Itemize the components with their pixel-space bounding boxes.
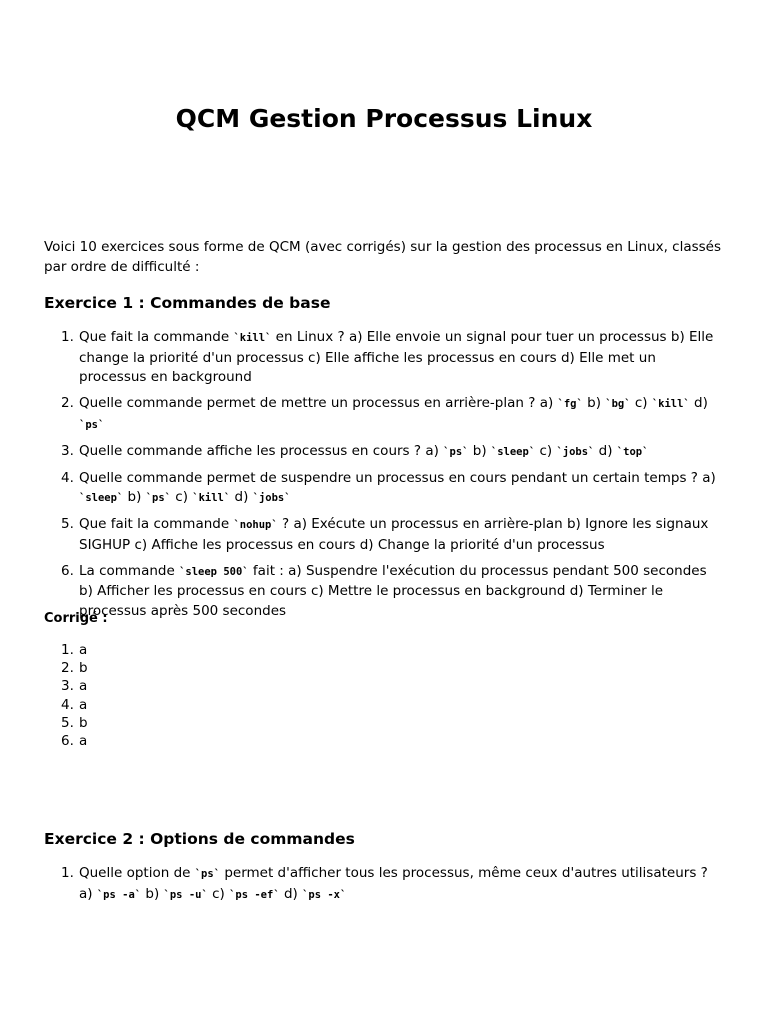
answer-item xyxy=(44,677,722,695)
question-text: d) xyxy=(279,885,303,902)
command-code: `jobs` xyxy=(556,445,595,458)
question-text: Quelle commande affiche les processus en cours ? a) xyxy=(79,442,444,459)
question-text: permet d'afficher tous les processus, même ceux d'autres utilisateurs ? a) xyxy=(79,865,708,902)
question-number: 3. xyxy=(61,442,74,459)
command-code: `sleep` xyxy=(490,445,536,458)
question-text: ? a) Exécute un processus en arrière-plan b) Ignore les signaux SIGHUP c) Affiche les processus en cours d) Change la priorité d'un processus xyxy=(79,516,709,553)
question-text: fait : a) Suspendre l'exécution du processus pendant 500 secondes b) Afficher les processus en cours c) Mettre le processus en background d) Terminer le processus après 500 secondes xyxy=(79,562,707,619)
question-text: Quelle option de xyxy=(79,865,195,881)
question-text: Que fait la commande xyxy=(79,329,234,345)
question-text: c) xyxy=(535,442,557,459)
exercise-2-question-list xyxy=(44,864,722,912)
question-text: b) xyxy=(582,395,606,411)
question-text: c) xyxy=(207,885,230,902)
question-number: 2. xyxy=(61,395,74,411)
command-code: `kill` xyxy=(192,492,231,504)
command-code: `sleep` xyxy=(79,492,124,504)
command-code: `ps` xyxy=(145,492,171,504)
exercise-2-heading: Exercice 2 : Options de commandes xyxy=(44,830,355,848)
question-number: 6. xyxy=(61,562,74,579)
question-item xyxy=(44,328,722,388)
question-text: La commande xyxy=(79,562,180,579)
answer-item xyxy=(44,732,722,750)
answer-value: a xyxy=(79,733,88,750)
command-code: `bg` xyxy=(605,398,631,410)
answer-number: 5. xyxy=(61,714,74,731)
intro-paragraph: Voici 10 exercices sous forme de QCM (avec corrigés) sur la gestion des processus en Linux, classés par ordre de difficulté : xyxy=(44,239,721,275)
answer-item xyxy=(44,714,722,732)
answer-number: 3. xyxy=(61,678,74,695)
command-code: `ps` xyxy=(443,445,469,458)
question-number: 1. xyxy=(61,329,74,345)
answer-number: 4. xyxy=(61,696,74,713)
question-text: c) xyxy=(170,489,193,505)
question-text: Que fait la commande xyxy=(79,516,234,532)
command-code: `ps` xyxy=(194,868,221,880)
question-text: en Linux ? a) Elle envoie un signal pour tuer un processus b) Elle change la priorité d'un processus c) Elle affiche les processus en cours d) Elle met un processus en background xyxy=(79,329,714,385)
answer-number: 1. xyxy=(61,642,74,658)
answers-label: Corrigé : xyxy=(44,611,108,626)
question-item xyxy=(44,562,722,622)
question-number: 4. xyxy=(61,469,74,486)
command-code: `nohup` xyxy=(233,519,278,531)
question-item xyxy=(44,515,722,555)
command-code: `ps -u` xyxy=(163,888,208,901)
command-code: `top` xyxy=(616,445,649,458)
answer-item xyxy=(44,696,722,714)
question-text: b) xyxy=(123,489,146,505)
answer-value: a xyxy=(79,696,88,713)
question-text: d) xyxy=(594,442,617,459)
question-item xyxy=(44,394,722,435)
question-text: b) xyxy=(141,885,164,902)
question-item xyxy=(44,864,722,905)
question-text: Quelle commande permet de mettre un processus en arrière-plan ? a) xyxy=(79,395,558,411)
question-item xyxy=(44,442,722,463)
question-text: d) xyxy=(689,395,708,411)
answer-item xyxy=(44,659,722,677)
answer-value: a xyxy=(79,642,88,658)
question-item xyxy=(44,469,722,509)
command-code: `ps -x` xyxy=(302,888,347,901)
question-number: 5. xyxy=(61,516,74,532)
answer-value: b xyxy=(79,660,88,677)
answer-value: b xyxy=(79,714,88,731)
answer-number: 2. xyxy=(61,660,74,677)
question-text: b) xyxy=(468,442,491,459)
page-title: QCM Gestion Processus Linux xyxy=(175,104,593,133)
question-text: c) xyxy=(630,395,652,411)
command-code: `fg` xyxy=(557,398,583,410)
question-text: Quelle commande permet de suspendre un processus en cours pendant un certain temps ? a) xyxy=(79,469,716,486)
command-code: `jobs` xyxy=(252,492,291,504)
command-code: `ps` xyxy=(79,418,105,431)
question-text: d) xyxy=(230,489,253,505)
answer-value: a xyxy=(79,678,88,695)
exercise-1-heading: Exercice 1 : Commandes de base xyxy=(44,294,331,312)
command-code: `sleep 500` xyxy=(179,565,249,578)
command-code: `ps -a` xyxy=(96,888,142,901)
command-code: `kill` xyxy=(233,332,272,344)
answer-number: 6. xyxy=(61,733,74,750)
command-code: `kill` xyxy=(651,398,690,410)
question-number: 1. xyxy=(61,865,74,881)
exercise-1-question-list xyxy=(44,328,722,628)
command-code: `ps -ef` xyxy=(229,888,280,901)
exercise-1-answer-list xyxy=(44,641,722,750)
answer-item xyxy=(44,641,722,659)
